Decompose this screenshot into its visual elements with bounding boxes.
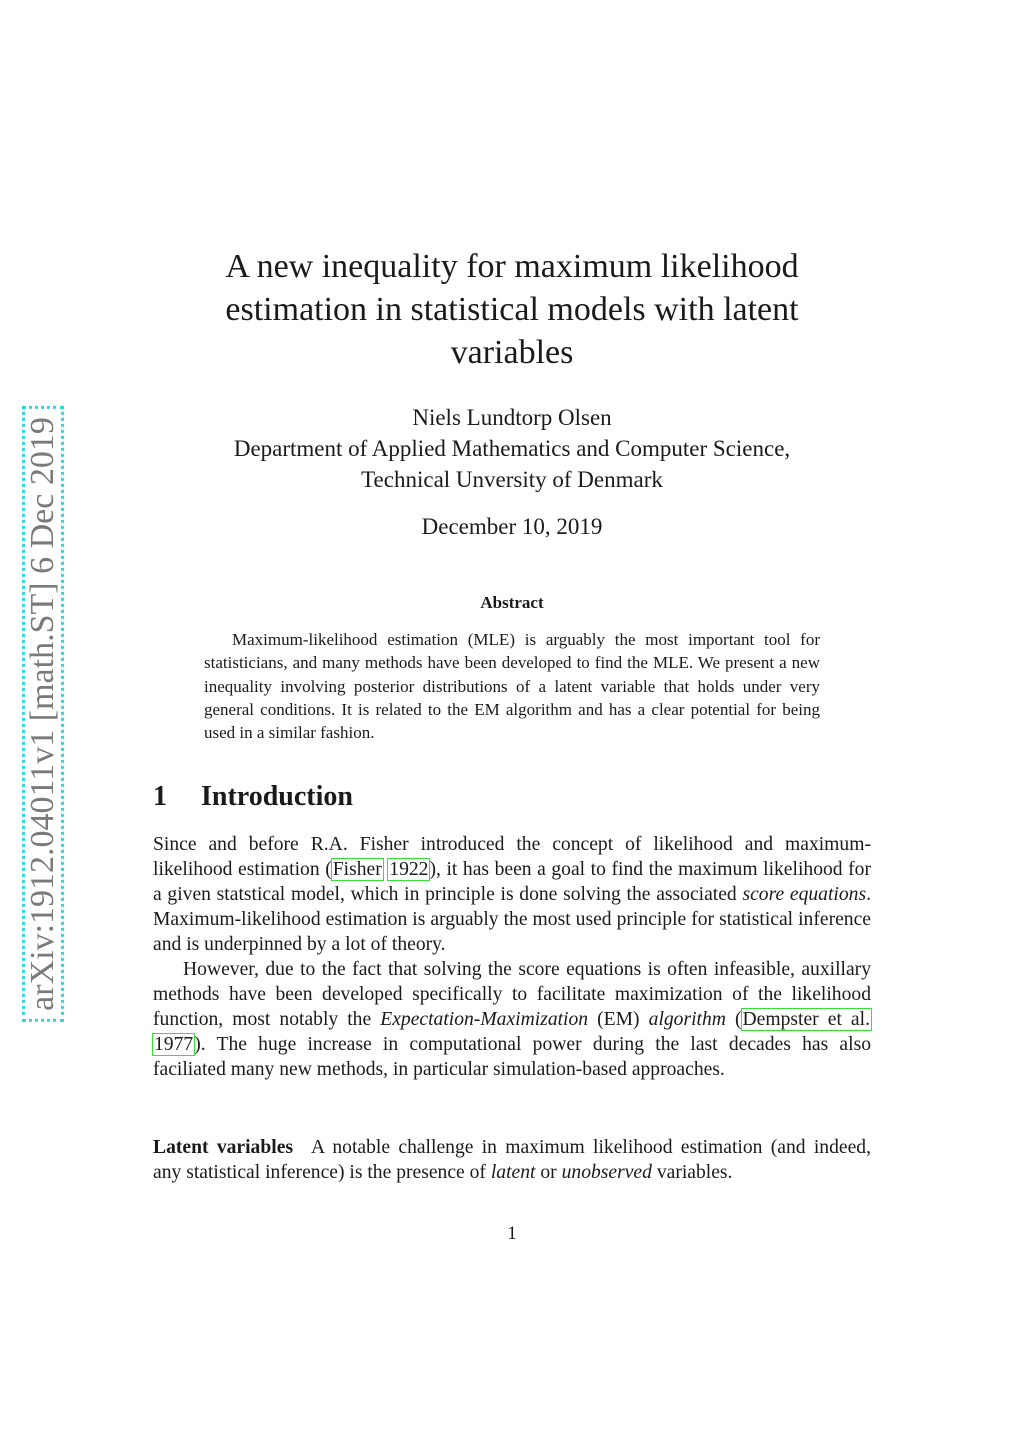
text-run: A notable challenge in maximum likelihood estimation (and indeed, any statistical inference) is the presence of	[153, 1137, 871, 1183]
emphasis-score-equations: score equations	[742, 883, 867, 905]
citation-link-fisher[interactable]: Fisher	[332, 858, 382, 880]
text-run: (EM)	[588, 1008, 649, 1030]
author-department: Department of Applied Mathematics and Computer Science,	[233, 436, 791, 461]
text-run: . Maximum-likelihood estimation is arguably the most used principle for statistical inference and is underpinned by a lot of theory.	[153, 883, 871, 955]
citation-link-fisher-year[interactable]: 1922	[389, 858, 429, 880]
section-heading-introduction	[153, 780, 353, 814]
author-name: Niels Lundtorp Olsen	[412, 405, 612, 430]
emphasis-unobserved: unobserved	[561, 1161, 652, 1183]
title-line-1: A new inequality for maximum likelihood	[225, 248, 799, 285]
paper-title	[180, 245, 844, 374]
section-title: Introduction	[201, 781, 353, 812]
intro-paragraph-2	[153, 958, 871, 1083]
latent-variables-paragraph	[153, 1136, 871, 1186]
page-number: 1	[507, 1223, 517, 1244]
emphasis-expectation-maximization: Expectation-Maximization	[380, 1008, 589, 1030]
paper-date: December 10, 2019	[421, 514, 603, 539]
text-run: ), it has been a goal to find the maximum likelihood for a given statstical model, which in principle is done solving the associated	[153, 858, 871, 905]
emphasis-algorithm: algorithm	[648, 1008, 726, 1030]
text-run: However, due to the fact that solving the score equations is often infeasible, auxillary methods have been developed specifically to facilitate maximization of the likelihood function, most notably the	[153, 959, 871, 1030]
author-university: Technical Unversity of Denmark	[361, 467, 663, 492]
citation-link-dempster[interactable]: Dempster et al.	[742, 1008, 870, 1030]
title-line-2: estimation in statistical models with latent	[225, 291, 799, 328]
emphasis-latent: latent	[490, 1161, 536, 1183]
text-run: ). The huge increase in computational power during the last decades has also faciliated many new methods, in particular simulation-based approaches.	[153, 1033, 871, 1080]
intro-paragraph-1	[153, 833, 871, 958]
text-run: variables.	[651, 1161, 733, 1183]
title-line-3: variables	[450, 334, 574, 371]
arxiv-identifier-stamp[interactable]: arXiv:1912.04011v1 [math.ST] 6 Dec 2019	[22, 406, 64, 1022]
text-run: or	[535, 1161, 562, 1183]
paragraph-run-in-heading: Latent variables	[153, 1137, 294, 1158]
abstract-text: Maximum-likelihood estimation (MLE) is arguably the most important tool for statisticians, and many methods have been developed to find the MLE. We present a new inequality involving posterior distributions of a latent variable that holds under very general conditions. It is related to the EM algorithm and has a clear potential for being used in a similar fashion.	[204, 630, 820, 743]
citation-link-dempster-year[interactable]: 1977	[154, 1033, 194, 1055]
section-number: 1	[153, 781, 167, 812]
text-run: (	[725, 1008, 742, 1030]
author-block	[150, 402, 874, 495]
abstract-heading: Abstract	[480, 593, 544, 612]
text-run: Since and before R.A. Fisher introduced the concept of likelihood and maximum-likelihood estimation (	[153, 834, 871, 880]
